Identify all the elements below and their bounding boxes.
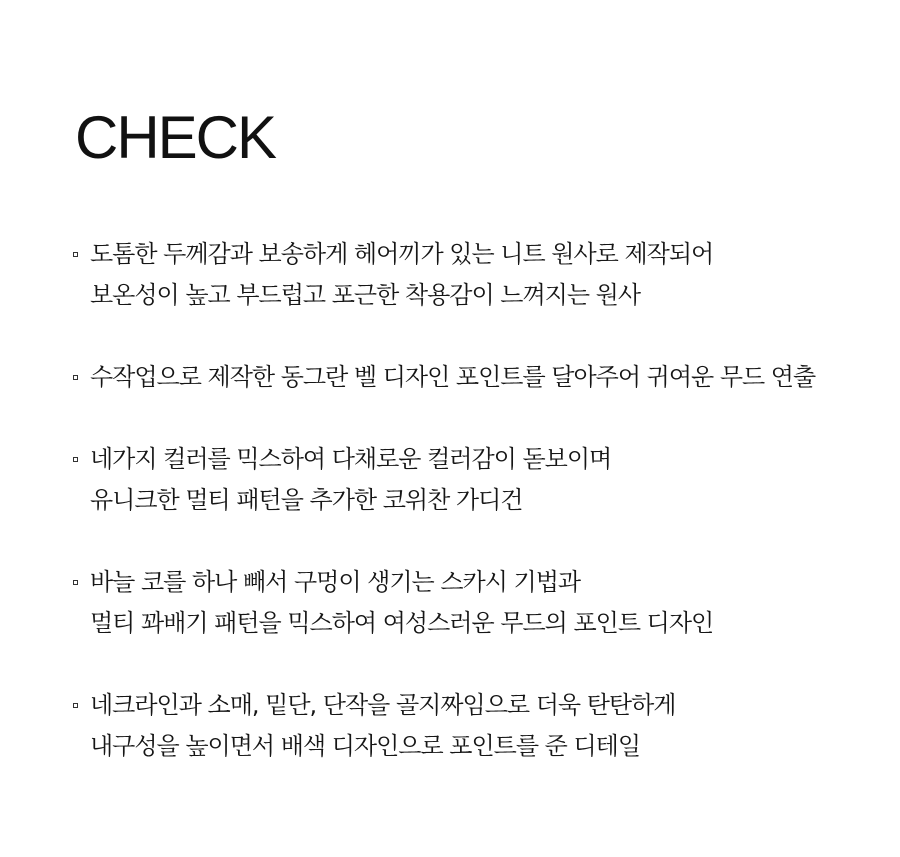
check-item-line: 보온성이 높고 부드럽고 포근한 착용감이 느껴지는 원사 <box>90 281 641 309</box>
check-item-line: 수작업으로 제작한 동그란 벨 디자인 포인트를 달아주어 귀여운 무드 연출 <box>90 363 816 391</box>
section-title: CHECK <box>75 104 276 171</box>
check-item-line: 도톰한 두께감과 보송하게 헤어끼가 있는 니트 원사로 제작되어 <box>90 240 714 268</box>
check-item <box>70 234 890 316</box>
check-item-line: 멀티 꽈배기 패턴을 믹스하여 여성스러운 무드의 포인트 디자인 <box>90 609 714 637</box>
check-list <box>70 234 890 808</box>
check-item-line: 내구성을 높이면서 배색 디자인으로 포인트를 준 디테일 <box>90 732 641 760</box>
square-bullet-icon <box>73 580 78 585</box>
square-bullet-icon <box>73 703 78 708</box>
check-item-line: 네가지 컬러를 믹스하여 다채로운 컬러감이 돋보이며 <box>90 445 612 473</box>
square-bullet-icon <box>73 252 78 257</box>
check-item <box>70 562 890 644</box>
square-bullet-icon <box>73 457 78 462</box>
check-item-line: 바늘 코를 하나 빼서 구멍이 생기는 스카시 기법과 <box>90 568 581 596</box>
square-bullet-icon <box>73 375 78 380</box>
check-item <box>70 439 890 521</box>
check-item-line: 유니크한 멀티 패턴을 추가한 코위찬 가디건 <box>90 486 523 514</box>
check-item-line: 네크라인과 소매, 밑단, 단작을 골지짜임으로 더욱 탄탄하게 <box>90 691 676 719</box>
check-item <box>70 357 890 398</box>
check-item <box>70 685 890 767</box>
